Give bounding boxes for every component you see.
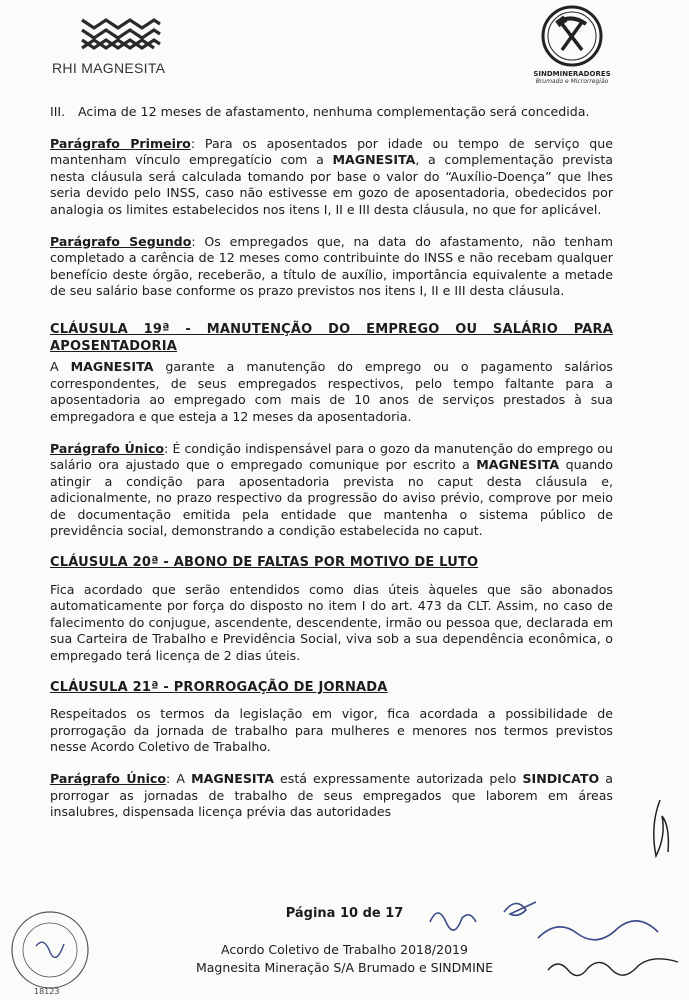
document-body xyxy=(50,104,613,821)
seal-subtitle: Brumado e Microrregião xyxy=(535,78,609,85)
page-number: Página 10 de 17 xyxy=(285,906,404,921)
paragrafo-primeiro: Parágrafo Primeiro: Para os aposentados por idade ou tempo de serviço que mantenham vínculo empregatício com a MAGNESITA, a complementação prevista nesta cláusula será calculada tomando por base o valor do “Auxílio-Doença” que lhes seria devido pelo INSS, caso não estivesse em gozo de aposentadoria, obedecidos por analogia os limites estabelecidos nos itens I, II e III desta cláusula, no que for aplicável. xyxy=(50,135,613,217)
list-item-iii xyxy=(50,104,613,121)
clausula-19-heading: CLÁUSULA 19ª - MANUTENÇÃO DO EMPREGO OU SALÁRIO PARA APOSENTADORIA xyxy=(50,321,613,354)
clausula-21-paragrafo-unico: Parágrafo Único: A MAGNESITA está expressamente autorizada pelo SINDICATO a prorrogar as jornadas de trabalho de seus empregados que laborem em áreas insalubres, dispensada licença prévia das autoridades xyxy=(50,771,613,820)
margin-initial-icon xyxy=(640,796,680,866)
clausula-20-text: Fica acordado que serão entendidos como dias úteis àqueles que são abonados automaticamente por força do disposto no item I do art. 473 da CLT. Assim, no caso de falecimento do conjugue, ascendente, descendente, irmão ou pessoa que, declarada em sua Carteira de Trabalho e Previdência Social, viva sob a sua dependência econômica, o empregado terá licença de 2 dias úteis. xyxy=(50,581,613,664)
pickaxe-hammer-icon xyxy=(540,4,604,68)
stamp-number: 18123 xyxy=(34,987,60,996)
footer-line-2: Magnesita Mineração S/A Brumado e SINDMINE xyxy=(195,960,493,975)
paragraph-label: Parágrafo Segundo xyxy=(50,233,192,249)
paragrafo-segundo: Parágrafo Segundo: Os empregados que, na data do afastamento, não tenham completado a carência de 12 meses como contribuinte do INSS e não recebam qualquer benefício deste órgão, receberão, a título de auxílio, importância equivalente a metade de seu salário base conforme os prazo previstos nos itens I, II e III desta cláusula. xyxy=(50,233,613,299)
clausula-19-text: A MAGNESITA garante a manutenção do emprego ou o pagamento salários correspondentes, de seus empregados respectivos, pelo tempo faltante para a aposentadoria ao empregado com mais de 10 anos de serviços prestados à sua empregadora e que esteja a 12 meses da aposentadoria. xyxy=(50,359,613,424)
clausula-19-paragrafo-unico: Parágrafo Único: É condição indispensável para o gozo da manutenção do emprego ou salário ora ajustado que o empregado comunique por escrito a MAGNESITA quando atingir a condição para aposentadoria prevista no caput desta cláusula e, adicionalmente, no prazo respectivo da progressão do aviso prévio, comprove por meio de documentação emitida pela entidade que mantenha o sistema público de previdência social, demonstrando a condição estabelecida no caput. xyxy=(50,440,613,539)
clausula-21-heading: CLÁUSULA 21ª - PRORROGAÇÃO DE JORNADA xyxy=(50,679,388,695)
paragraph-label: Parágrafo Primeiro xyxy=(50,135,191,151)
item-text: Acima de 12 meses de afastamento, nenhuma complementação será concedida. xyxy=(78,104,590,119)
signature-icon xyxy=(528,898,688,988)
clausula-21-text: Respeitados os termos da legislação em vigor, fica acordada a possibilidade de prorrogação da jornada de trabalho para mulheres e menores nos termos previstos nesse Acordo Coletivo de Trabalho. xyxy=(50,706,613,755)
item-number: III. xyxy=(50,104,66,119)
sindmineradores-seal xyxy=(522,4,622,85)
paragraph-label: Parágrafo Único xyxy=(50,771,167,786)
seal-name: SINDMINERADORES xyxy=(533,70,611,78)
clausula-20-heading: CLÁUSULA 20ª - ABONO DE FALTAS POR MOTIVO DE LUTO xyxy=(50,555,479,571)
rhi-magnesita-emblem-icon xyxy=(80,14,162,56)
paragraph-label: Parágrafo Único xyxy=(50,440,165,456)
notary-stamp-icon xyxy=(6,906,96,998)
rhi-magnesita-logo xyxy=(52,14,192,76)
logo-text: RHI MAGNESITA xyxy=(52,60,166,76)
footer-line-1: Acordo Coletivo de Trabalho 2018/2019 xyxy=(221,942,468,957)
